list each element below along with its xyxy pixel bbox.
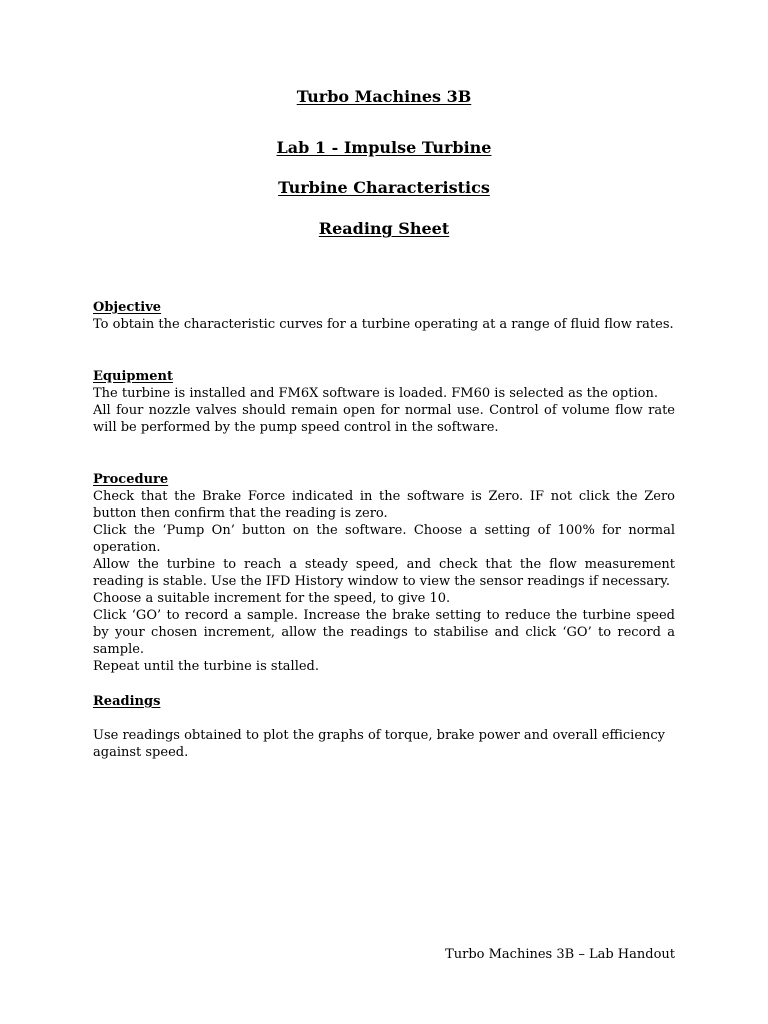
equipment-line-2: All four nozzle valves should remain open for normal use. Control of volume flow rate will be performed by the pump speed control in the software.	[93, 403, 675, 435]
procedure-step-1: Check that the Brake Force indicated in the software is Zero. IF not click the Zero button then confirm that the reading is zero.	[93, 489, 675, 521]
procedure-heading: Procedure	[93, 472, 169, 487]
topic-title: Turbine Characteristics	[278, 178, 490, 197]
equipment-section	[93, 368, 675, 436]
objective-section	[93, 299, 675, 333]
readings-text: Use readings obtained to plot the graphs of torque, brake power and overall efficiency against speed.	[93, 728, 666, 760]
sheet-title: Reading Sheet	[318, 219, 450, 238]
objective-heading: Objective	[93, 300, 162, 315]
page-footer: Turbo Machines 3B – Lab Handout	[445, 947, 675, 962]
procedure-step-3: Allow the turbine to reach a steady speed, and check that the flow measurement reading is stable. Use the IFD History window to view the sensor readings if necessary.	[93, 557, 675, 589]
procedure-step-2: Click the ‘Pump On’ button on the software. Choose a setting of 100% for normal operation.	[93, 523, 675, 555]
readings-heading: Readings	[93, 694, 161, 709]
lab-title: Lab 1 - Impulse Turbine	[276, 138, 492, 157]
procedure-step-5: Click ‘GO’ to record a sample. Increase the brake setting to reduce the turbine speed by your chosen increment, allow the readings to stabilise and click ‘GO’ to record a sample.	[93, 608, 675, 657]
procedure-step-6: Repeat until the turbine is stalled.	[93, 659, 320, 674]
course-title: Turbo Machines 3B	[296, 87, 472, 106]
procedure-step-4: Choose a suitable increment for the speed, to give 10.	[93, 591, 451, 606]
readings-section	[93, 693, 675, 761]
objective-text: To obtain the characteristic curves for a turbine operating at a range of fluid flow rates.	[93, 317, 674, 332]
procedure-section	[93, 471, 675, 675]
equipment-line-1: The turbine is installed and FM6X software is loaded. FM60 is selected as the option.	[93, 386, 658, 401]
equipment-heading: Equipment	[93, 369, 173, 384]
